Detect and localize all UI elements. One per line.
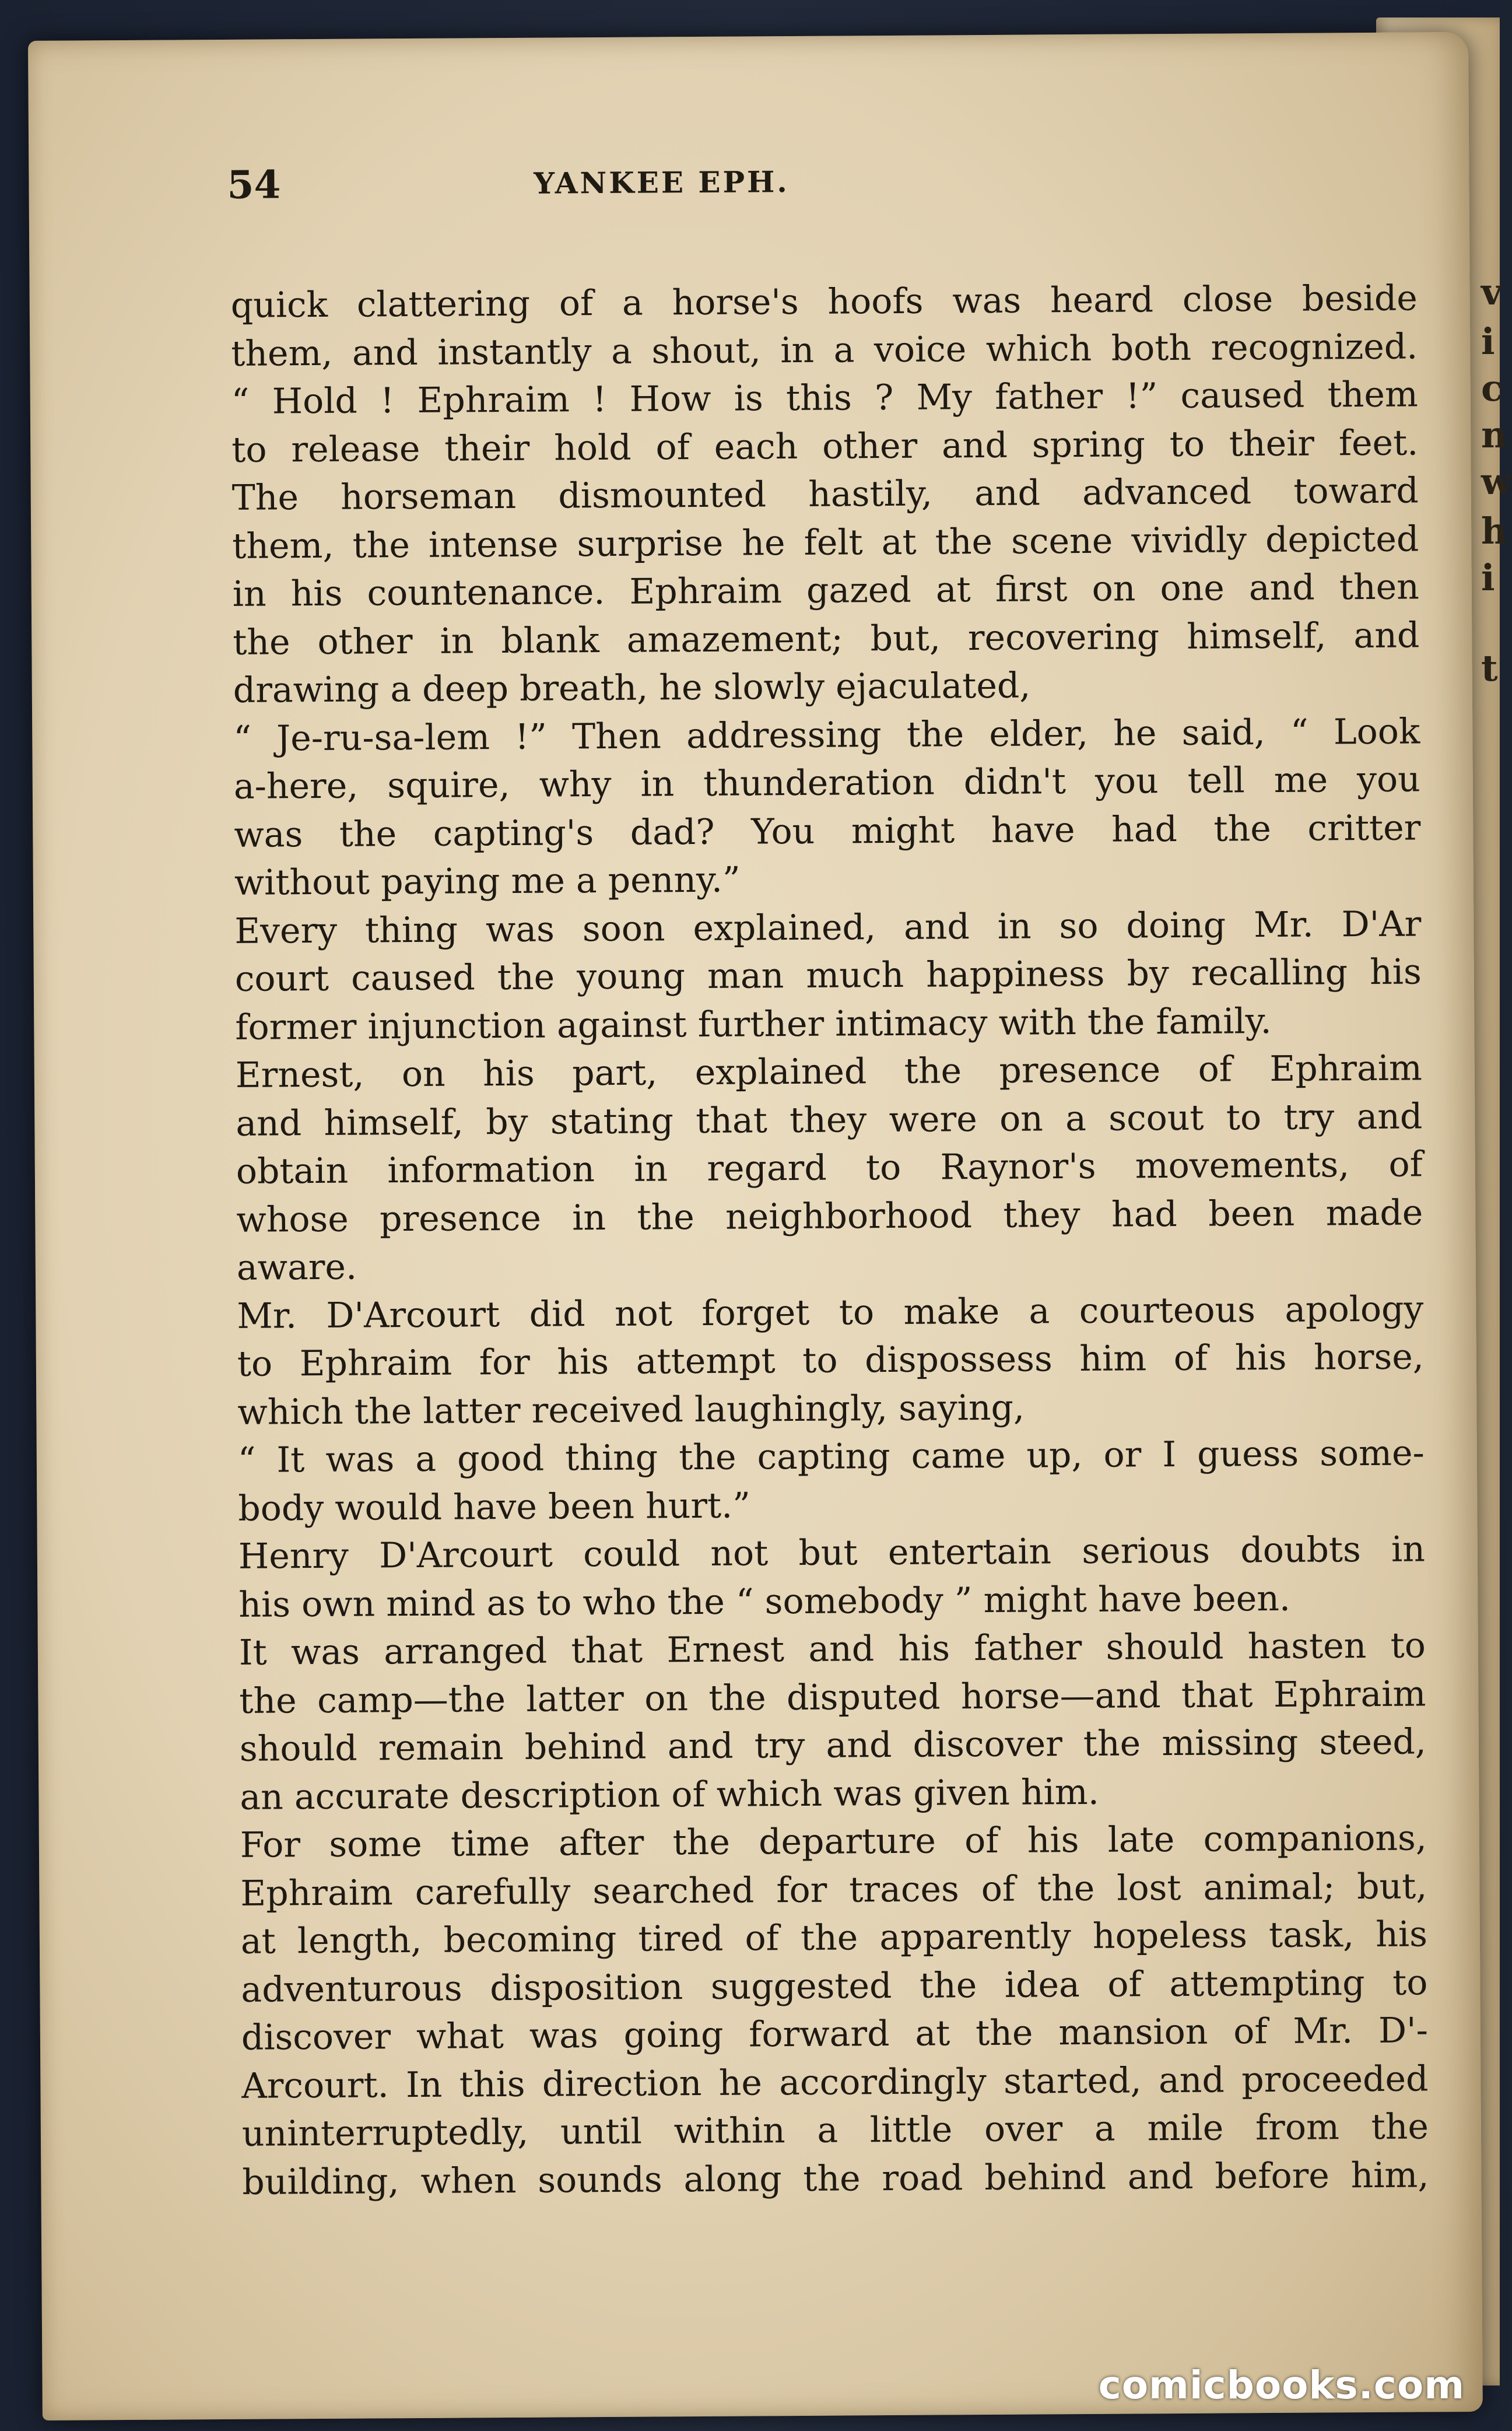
text-line: Henry D'Arcourt could not but entertain serious doubts in	[238, 1529, 1426, 1577]
text-line: discover what was going forward at the mansion of Mr. D'-	[241, 2010, 1429, 2058]
next-page-fragment: w	[1481, 460, 1512, 503]
page-number: 54	[227, 162, 281, 208]
text-line: It was arranged that Ernest and his father should hasten to	[238, 1625, 1426, 1673]
text-line: his own mind as to who the “ somebody ” might have been.	[238, 1578, 1291, 1626]
text-line: quick clattering of a horse's hoofs was heard close beside	[230, 278, 1418, 326]
next-page-fragment: v	[1481, 271, 1503, 313]
text-line: and himself, by stating that they were on a scout to try and	[236, 1095, 1423, 1144]
text-line: court caused the young man much happiness by recalling his	[234, 951, 1422, 1000]
watermark: comicbooks.com	[1098, 2363, 1465, 2408]
text-line: The horseman dismounted hastily, and advanced toward	[231, 470, 1419, 519]
text-line: the camp—the latter on the disputed horse—and that Ephraim	[239, 1673, 1426, 1722]
next-page-fragment: i	[1481, 556, 1495, 599]
text-line: Arcourt. In this direction he accordingly started, and proceeded	[241, 2058, 1429, 2107]
text-line: which the latter received laughingly, saying,	[237, 1387, 1025, 1433]
text-line: drawing a deep breath, he slowly ejaculated,	[233, 665, 1031, 711]
text-line: “ It was a good thing the capting came up, or I guess some-	[237, 1432, 1425, 1481]
text-line: without paying me a penny.”	[234, 859, 741, 903]
text-line: to Ephraim for his attempt to dispossess him of his horse,	[237, 1336, 1425, 1385]
text-line: a-here, squire, why in thunderation didn't you tell me you	[233, 759, 1420, 807]
text-line: in his countenance. Ephraim gazed at first on one and then	[232, 566, 1419, 615]
text-line: should remain behind and try and discover the missing steed,	[239, 1721, 1427, 1770]
next-page-fragment: t	[1481, 647, 1498, 689]
text-line: body would have been hurt.”	[238, 1484, 751, 1529]
text-line: “ Hold ! Ephraim ! How is this ? My father !” caused them	[231, 374, 1418, 422]
text-line: Ernest, on his part, explained the presence of Ephraim	[235, 1048, 1423, 1096]
text-line: the other in blank amazement; but, recovering himself, and	[233, 614, 1420, 663]
text-line: Mr. D'Arcourt did not forget to make a courteous apology	[237, 1288, 1424, 1337]
text-line: Every thing was soon explained, and in so doing Mr. D'Ar	[234, 903, 1422, 952]
next-page-fragment: n	[1481, 414, 1508, 456]
text-line: was the capting's dad? You might have had the critter	[234, 807, 1421, 856]
text-line: whose presence in the neighborhood they had been made	[236, 1192, 1423, 1241]
text-line: adventurous disposition suggested the idea of attempting to	[241, 1961, 1428, 2010]
text-line: them, the intense surprise he felt at the scene vividly depicted	[232, 518, 1419, 567]
text-line: at length, becoming tired of the apparently hopeless task, his	[240, 1914, 1428, 1962]
text-line: an accurate description of which was given him.	[240, 1771, 1099, 1818]
text-line: “ Je-ru-sa-lem !” Then addressing the elder, he said, “ Look	[233, 710, 1420, 759]
next-page-fragment: c	[1481, 367, 1503, 409]
text-line: For some time after the departure of his late companions,	[240, 1817, 1427, 1866]
text-line: uninterruptedly, until within a little over a mile from the	[241, 2106, 1429, 2155]
running-title: YANKEE EPH.	[534, 164, 790, 201]
text-line: aware.	[236, 1246, 357, 1288]
text-line: Ephraim carefully searched for traces of the lost animal; but,	[240, 1865, 1427, 1914]
text-line: to release their hold of each other and spring to their feet.	[231, 422, 1419, 471]
text-line: building, when sounds along the road behind and before him,	[242, 2154, 1429, 2203]
body-text	[231, 274, 1429, 2206]
next-page-fragment: i	[1481, 320, 1495, 363]
next-page-fragment: h	[1481, 510, 1508, 552]
text-line: them, and instantly a shout, in a voice which both recognized.	[231, 325, 1418, 374]
text-line: obtain information in regard to Raynor's movements, of	[236, 1144, 1423, 1192]
book-page	[28, 32, 1483, 2421]
page-header	[227, 155, 1411, 209]
text-line: former injunction against further intimacy with the family.	[235, 1000, 1272, 1048]
